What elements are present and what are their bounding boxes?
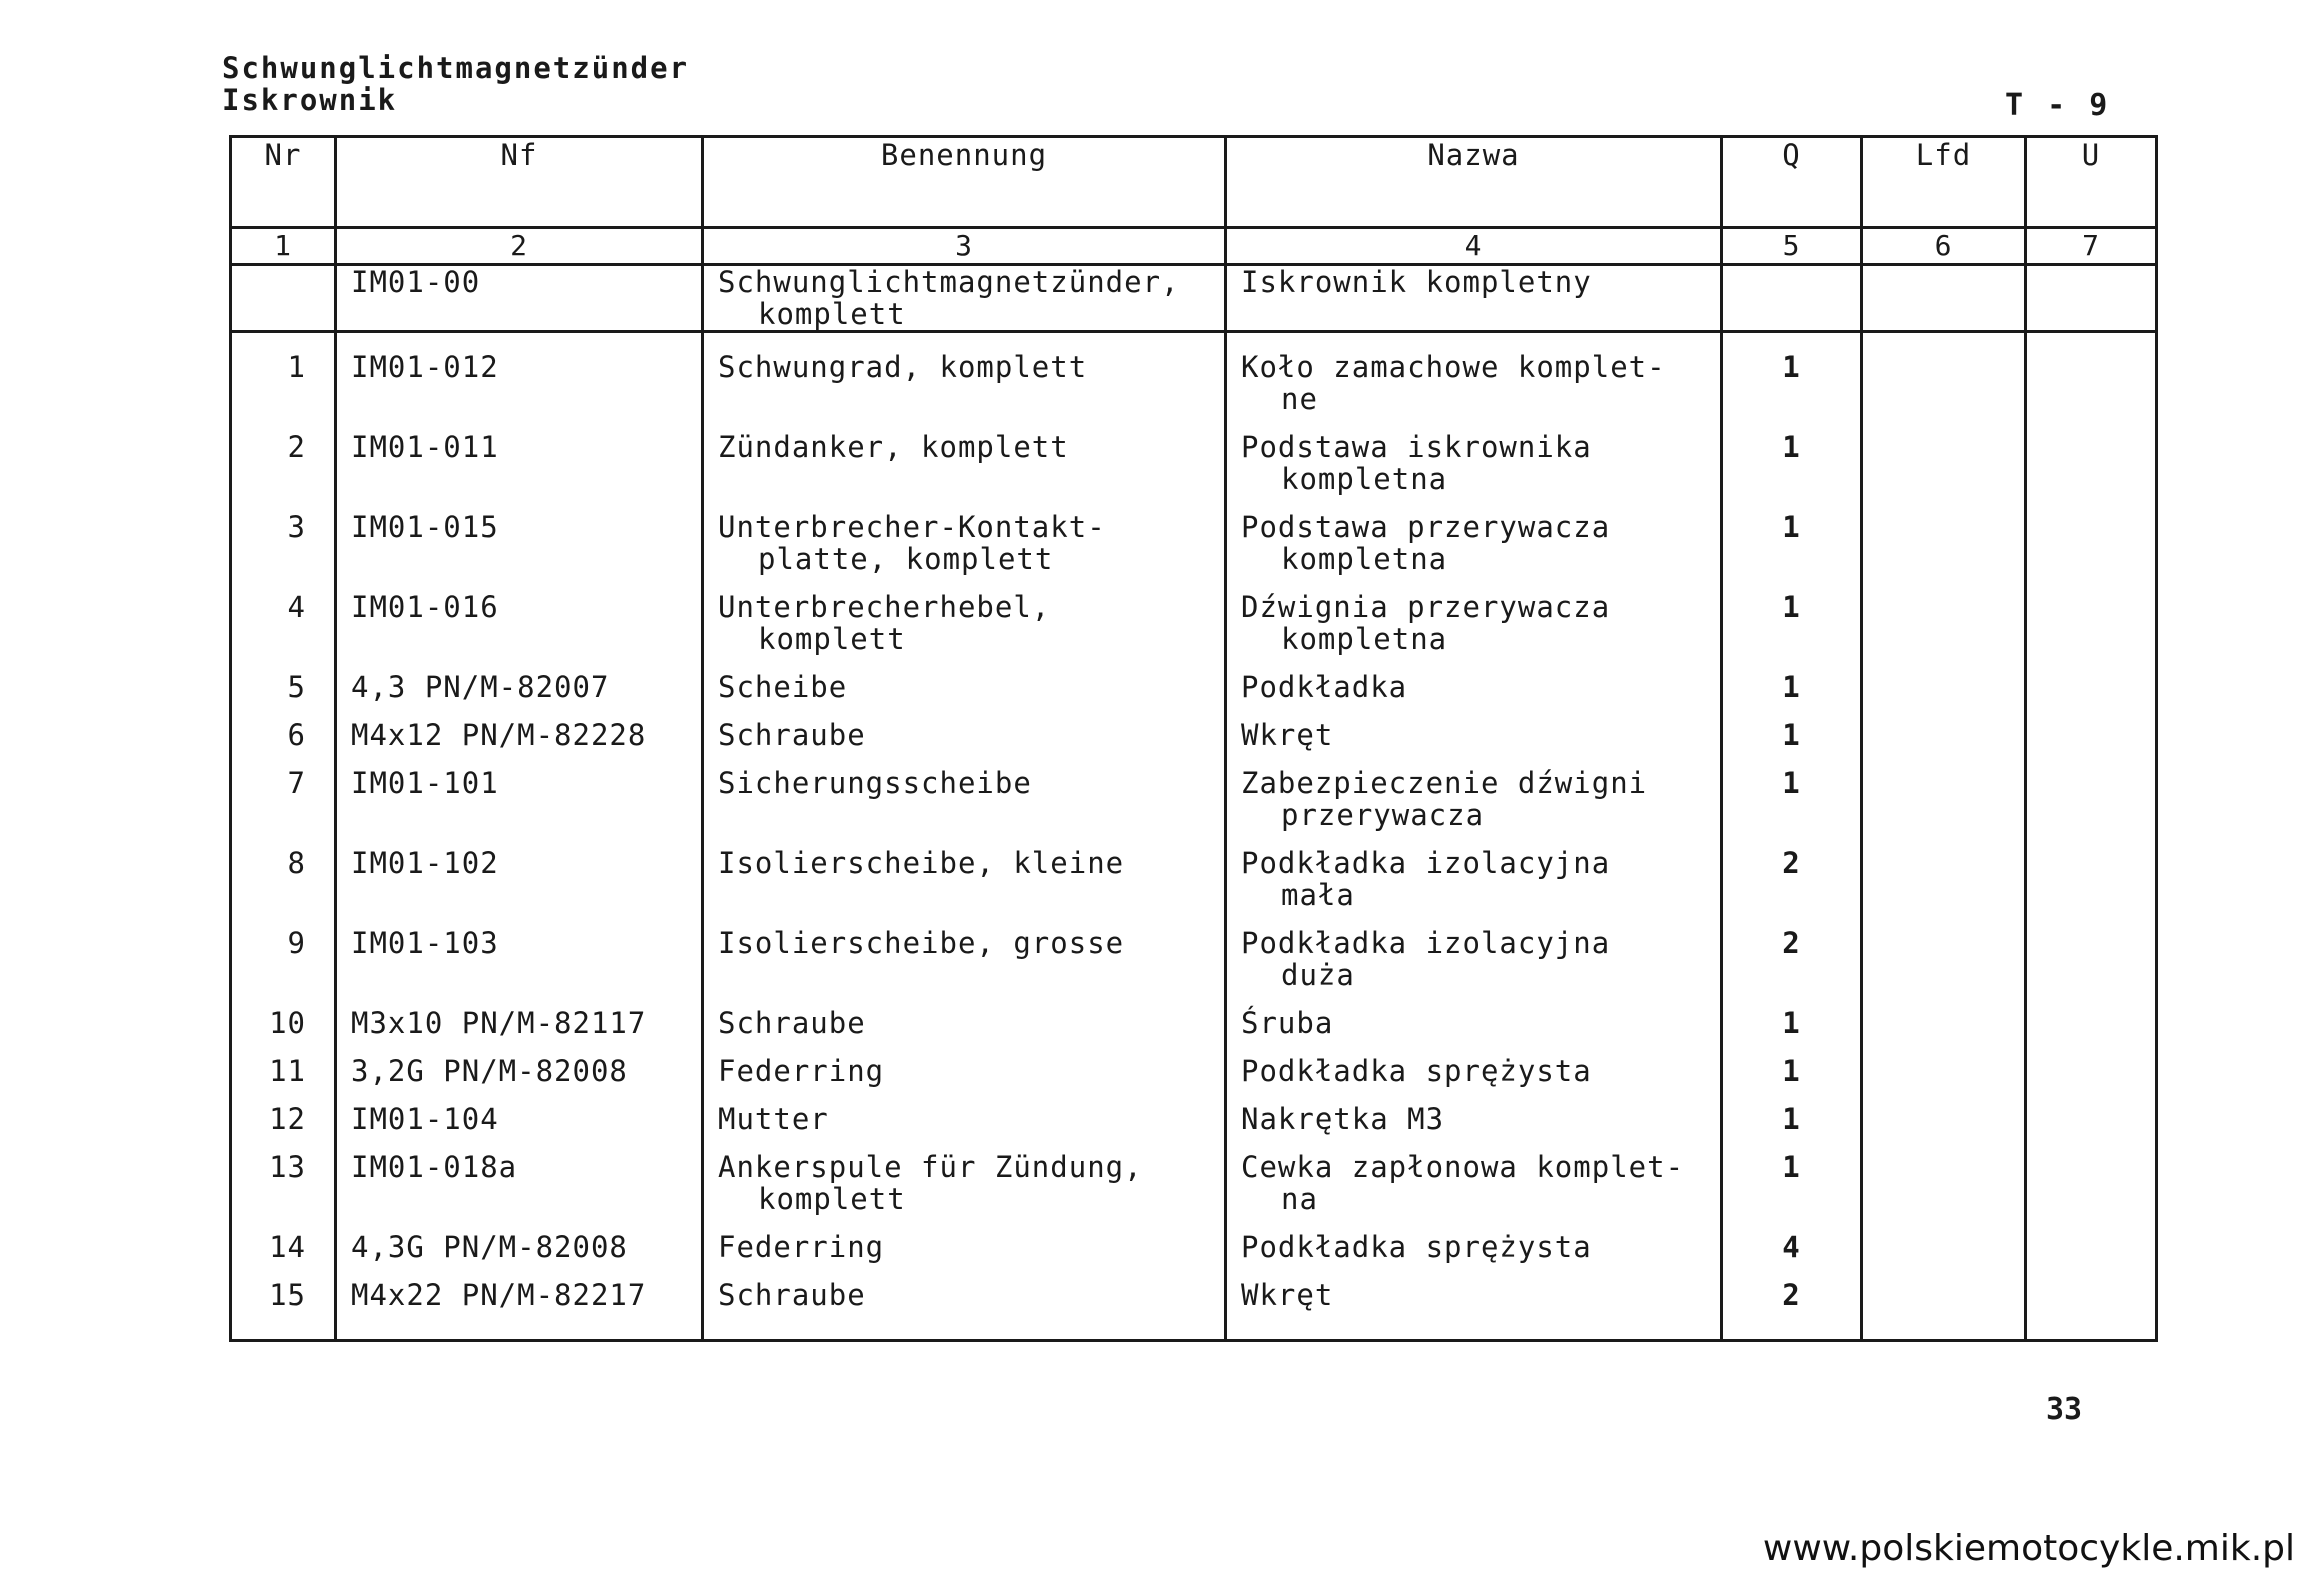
item-nazwa-line: Podkładka izolacyjna bbox=[1241, 926, 1611, 960]
item-nf: M3x10 PN/M-82117 bbox=[351, 1006, 647, 1040]
kit-nr bbox=[231, 265, 336, 332]
col-number: 6 bbox=[1862, 228, 2026, 265]
item-nazwa bbox=[1241, 1279, 1706, 1327]
kit-row bbox=[231, 265, 2157, 332]
item-q: 1 bbox=[1782, 1054, 1801, 1088]
item-benennung-line: komplett bbox=[758, 622, 906, 656]
item-nr: 10 bbox=[269, 1006, 306, 1040]
kit-lfd bbox=[1862, 265, 2026, 332]
item-nazwa bbox=[1241, 351, 1706, 431]
item-nazwa bbox=[1241, 1055, 1706, 1103]
item-nr: 12 bbox=[269, 1102, 306, 1136]
item-nazwa bbox=[1241, 927, 1706, 1007]
item-nazwa-line: Zabezpieczenie dźwigni bbox=[1241, 766, 1648, 800]
item-nf: M4x22 PN/M-82217 bbox=[351, 1278, 647, 1312]
item-nazwa-line: Dźwignia przerywacza bbox=[1241, 590, 1611, 624]
item-nr: 8 bbox=[287, 846, 306, 880]
item-nazwa-line: Podstawa iskrownika bbox=[1241, 430, 1592, 464]
item-nazwa-line: duża bbox=[1281, 958, 1355, 992]
item-benennung bbox=[718, 1103, 1210, 1151]
item-nf: IM01-012 bbox=[351, 350, 499, 384]
column-header-row bbox=[231, 137, 2157, 228]
col-number: 5 bbox=[1722, 228, 1862, 265]
item-nf: 4,3G PN/M-82008 bbox=[351, 1230, 628, 1264]
item-nr: 13 bbox=[269, 1150, 306, 1184]
item-nf: IM01-018a bbox=[351, 1150, 518, 1184]
title-german: Schwunglichtmagnetzünder bbox=[222, 51, 690, 85]
col-number: 1 bbox=[231, 228, 336, 265]
item-benennung-line: Mutter bbox=[718, 1102, 829, 1136]
item-benennung bbox=[718, 511, 1210, 591]
item-nazwa bbox=[1241, 847, 1706, 927]
kit-benennung-line: komplett bbox=[758, 297, 906, 331]
item-nf: IM01-015 bbox=[351, 510, 499, 544]
item-q: 1 bbox=[1782, 718, 1801, 752]
item-nazwa-line: kompletna bbox=[1281, 622, 1448, 656]
col-header-benennung: Benennung bbox=[703, 137, 1226, 228]
item-nazwa bbox=[1241, 671, 1706, 719]
kit-benennung bbox=[703, 265, 1226, 332]
item-nazwa-line: mała bbox=[1281, 878, 1355, 912]
item-nf: M4x12 PN/M-82228 bbox=[351, 718, 647, 752]
item-nazwa-line: Cewka zapłonowa komplet- bbox=[1241, 1150, 1685, 1184]
item-benennung bbox=[718, 1231, 1210, 1279]
item-q: 1 bbox=[1782, 430, 1801, 464]
item-nf: IM01-101 bbox=[351, 766, 499, 800]
item-benennung-line: Unterbrecher-Kontakt- bbox=[718, 510, 1106, 544]
item-nazwa-line: ne bbox=[1281, 382, 1318, 416]
item-benennung bbox=[718, 591, 1210, 671]
item-nazwa bbox=[1241, 1231, 1706, 1279]
item-nr: 5 bbox=[287, 670, 306, 704]
kit-nazwa-line: Iskrownik kompletny bbox=[1241, 265, 1592, 299]
col-header-q: Q bbox=[1722, 137, 1862, 228]
item-nr: 11 bbox=[269, 1054, 306, 1088]
item-nr: 15 bbox=[269, 1278, 306, 1312]
item-nf: IM01-102 bbox=[351, 846, 499, 880]
item-nazwa-line: na bbox=[1281, 1182, 1318, 1216]
item-nf: 4,3 PN/M-82007 bbox=[351, 670, 610, 704]
col-number: 7 bbox=[2026, 228, 2157, 265]
item-benennung bbox=[718, 1151, 1210, 1231]
lfd-column bbox=[1862, 332, 2026, 1341]
item-nr: 4 bbox=[287, 590, 306, 624]
item-nazwa bbox=[1241, 591, 1706, 671]
item-q: 2 bbox=[1782, 926, 1801, 960]
item-benennung-line: Schraube bbox=[718, 718, 866, 752]
item-q: 1 bbox=[1782, 590, 1801, 624]
col-header-nazwa: Nazwa bbox=[1226, 137, 1722, 228]
q-column bbox=[1722, 332, 1862, 1341]
item-nazwa bbox=[1241, 511, 1706, 591]
item-benennung-line: Federring bbox=[718, 1230, 885, 1264]
item-benennung-line: Isolierscheibe, grosse bbox=[718, 926, 1125, 960]
item-benennung-line: Schraube bbox=[718, 1278, 866, 1312]
item-q: 2 bbox=[1782, 1278, 1801, 1312]
item-nazwa-line: Podkładka bbox=[1241, 670, 1408, 704]
kit-benennung-line: Schwunglichtmagnetzünder, bbox=[718, 265, 1180, 299]
item-q: 1 bbox=[1782, 1150, 1801, 1184]
item-nazwa-line: kompletna bbox=[1281, 542, 1448, 576]
item-q: 1 bbox=[1782, 766, 1801, 800]
item-benennung bbox=[718, 1055, 1210, 1103]
col-header-nf: Nf bbox=[336, 137, 703, 228]
item-nr: 9 bbox=[287, 926, 306, 960]
kit-q bbox=[1722, 265, 1862, 332]
parts-table bbox=[229, 135, 2158, 1342]
item-benennung bbox=[718, 671, 1210, 719]
item-nf: 3,2G PN/M-82008 bbox=[351, 1054, 628, 1088]
item-nazwa-line: Nakrętka M3 bbox=[1241, 1102, 1445, 1136]
item-benennung bbox=[718, 847, 1210, 927]
col-number: 3 bbox=[703, 228, 1226, 265]
item-q: 1 bbox=[1782, 510, 1801, 544]
kit-u bbox=[2026, 265, 2157, 332]
kit-nf: IM01-00 bbox=[336, 265, 703, 332]
item-benennung bbox=[718, 431, 1210, 511]
col-header-nr: Nr bbox=[231, 137, 336, 228]
benennung-column bbox=[703, 332, 1226, 1341]
col-header-u: U bbox=[2026, 137, 2157, 228]
website-url: www.polskiemotocykle.mik.pl bbox=[1762, 1528, 2295, 1569]
item-benennung bbox=[718, 351, 1210, 431]
item-q: 1 bbox=[1782, 1006, 1801, 1040]
item-nr: 7 bbox=[287, 766, 306, 800]
item-nazwa bbox=[1241, 719, 1706, 767]
item-benennung-line: Schraube bbox=[718, 1006, 866, 1040]
item-benennung-line: Unterbrecherhebel, bbox=[718, 590, 1051, 624]
kit-nazwa bbox=[1226, 265, 1722, 332]
item-nr: 6 bbox=[287, 718, 306, 752]
item-nazwa-line: kompletna bbox=[1281, 462, 1448, 496]
item-benennung-line: Zündanker, komplett bbox=[718, 430, 1069, 464]
item-q: 1 bbox=[1782, 670, 1801, 704]
item-nazwa-line: Podkładka sprężysta bbox=[1241, 1054, 1592, 1088]
item-nf: IM01-104 bbox=[351, 1102, 499, 1136]
item-nf: IM01-011 bbox=[351, 430, 499, 464]
item-nr: 3 bbox=[287, 510, 306, 544]
u-column bbox=[2026, 332, 2157, 1341]
item-nazwa bbox=[1241, 1007, 1706, 1055]
item-nazwa-line: Podstawa przerywacza bbox=[1241, 510, 1611, 544]
column-number-row bbox=[231, 228, 2157, 265]
item-nazwa bbox=[1241, 767, 1706, 847]
item-benennung bbox=[718, 927, 1210, 1007]
nf-column bbox=[336, 332, 703, 1341]
item-nazwa-line: przerywacza bbox=[1281, 798, 1485, 832]
item-q: 1 bbox=[1782, 350, 1801, 384]
item-nazwa bbox=[1241, 431, 1706, 511]
item-q: 1 bbox=[1782, 1102, 1801, 1136]
item-nazwa-line: Śruba bbox=[1241, 1006, 1334, 1040]
nr-column bbox=[231, 332, 336, 1341]
item-benennung-line: komplett bbox=[758, 1182, 906, 1216]
title-polish: Iskrownik bbox=[222, 83, 398, 117]
col-header-lfd: Lfd bbox=[1862, 137, 2026, 228]
item-nr: 14 bbox=[269, 1230, 306, 1264]
item-nr: 2 bbox=[287, 430, 306, 464]
parts-body-row bbox=[231, 332, 2157, 1341]
page-number: 33 bbox=[2046, 1392, 2083, 1427]
item-nazwa-line: Koło zamachowe komplet- bbox=[1241, 350, 1666, 384]
item-nazwa bbox=[1241, 1151, 1706, 1231]
item-benennung-line: platte, komplett bbox=[758, 542, 1054, 576]
col-number: 4 bbox=[1226, 228, 1722, 265]
item-nazwa bbox=[1241, 1103, 1706, 1151]
item-nazwa-line: Podkładka sprężysta bbox=[1241, 1230, 1592, 1264]
item-benennung bbox=[718, 767, 1210, 847]
item-benennung-line: Federring bbox=[718, 1054, 885, 1088]
item-benennung-line: Ankerspule für Zündung, bbox=[718, 1150, 1143, 1184]
item-nazwa-line: Podkładka izolacyjna bbox=[1241, 846, 1611, 880]
nazwa-column bbox=[1226, 332, 1722, 1341]
item-benennung bbox=[718, 719, 1210, 767]
item-benennung-line: Isolierscheibe, kleine bbox=[718, 846, 1125, 880]
item-q: 2 bbox=[1782, 846, 1801, 880]
item-benennung-line: Scheibe bbox=[718, 670, 848, 704]
item-benennung-line: Sicherungsscheibe bbox=[718, 766, 1032, 800]
col-number: 2 bbox=[336, 228, 703, 265]
item-nf: IM01-016 bbox=[351, 590, 499, 624]
page-code: T - 9 bbox=[2005, 88, 2111, 123]
item-nazwa-line: Wkręt bbox=[1241, 1278, 1334, 1312]
item-benennung bbox=[718, 1007, 1210, 1055]
item-benennung bbox=[718, 1279, 1210, 1327]
item-benennung-line: Schwungrad, komplett bbox=[718, 350, 1088, 384]
item-nazwa-line: Wkręt bbox=[1241, 718, 1334, 752]
item-nf: IM01-103 bbox=[351, 926, 499, 960]
item-nr: 1 bbox=[287, 350, 306, 384]
item-q: 4 bbox=[1782, 1230, 1801, 1264]
